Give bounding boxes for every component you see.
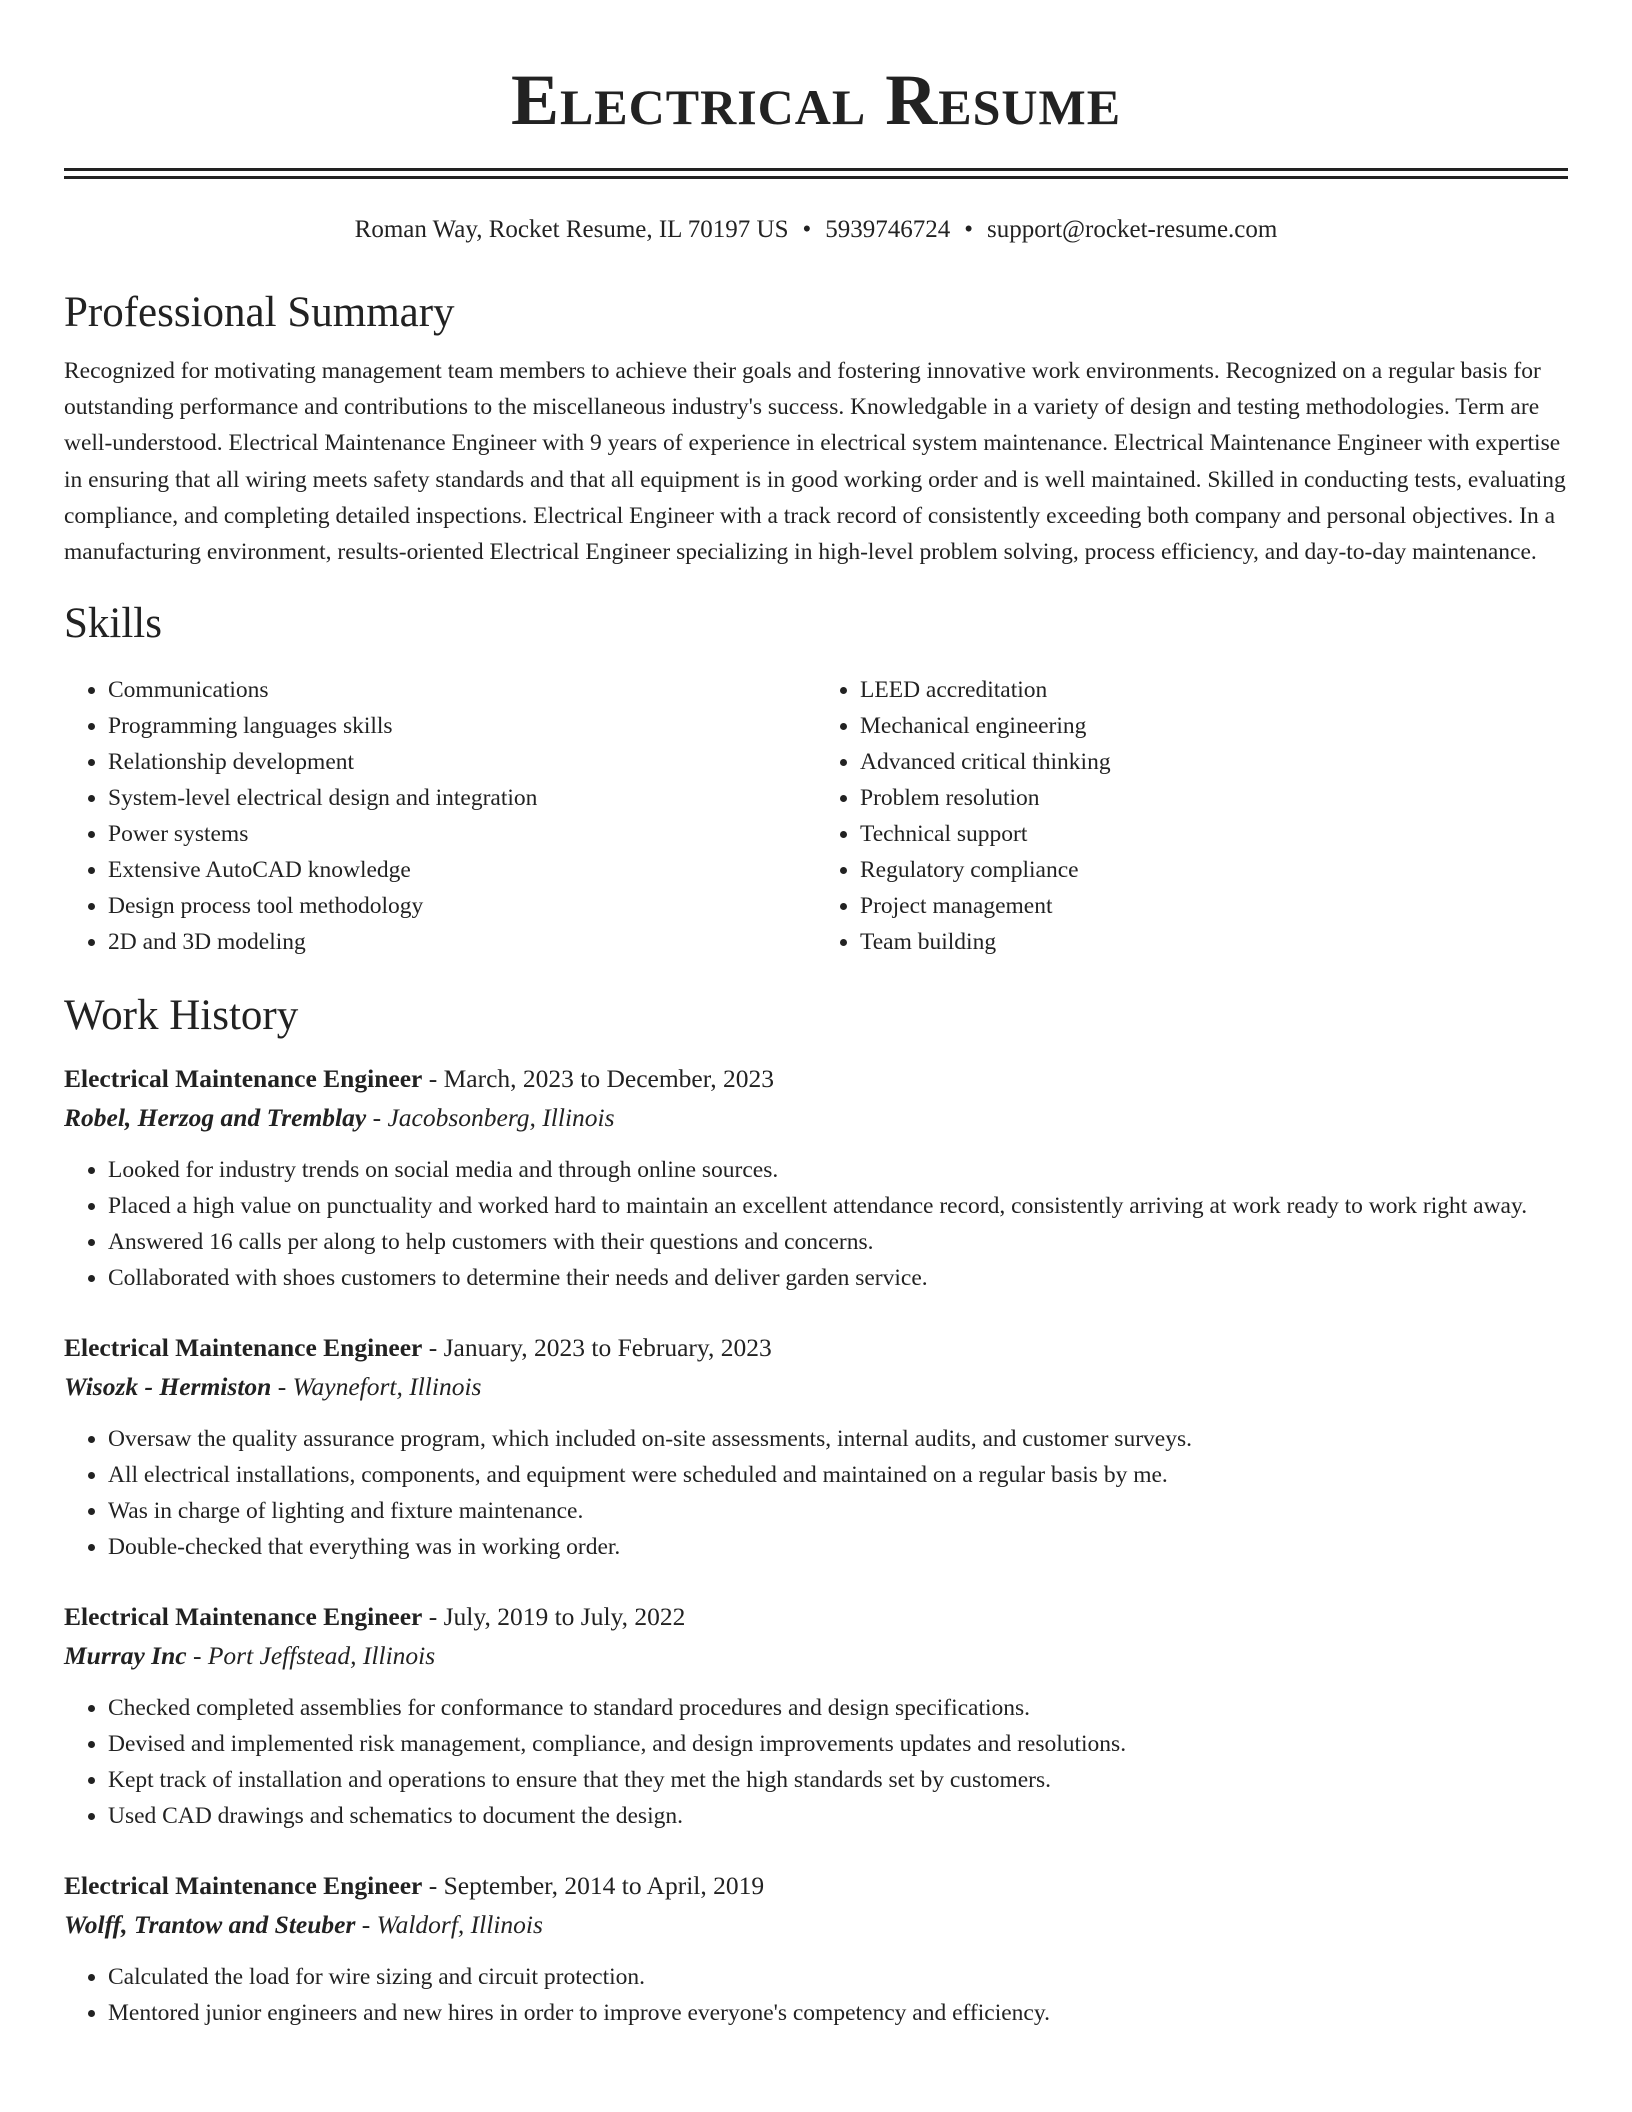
contact-phone: 5939746724 (825, 216, 951, 243)
skill-item: • Relationship development (108, 744, 816, 780)
work-history-heading: Work History (64, 992, 299, 1040)
job-bullet: • Was in charge of lighting and fixture maintenance. (108, 1493, 1568, 1529)
job-dates: March, 2023 to December, 2023 (443, 1064, 774, 1094)
job-bullets (64, 1152, 1568, 1296)
title-divider-top (64, 168, 1568, 171)
dash: - (361, 1910, 371, 1940)
job-dates: January, 2023 to February, 2023 (443, 1333, 772, 1363)
job-bullet: • Answered 16 calls per along to help customers with their questions and concerns. (108, 1224, 1568, 1260)
skill-item: • Technical support (860, 816, 1568, 852)
summary-heading: Professional Summary (64, 289, 455, 336)
job-title: Electrical Maintenance Engineer (64, 1064, 423, 1094)
dash: - (372, 1103, 382, 1133)
job-bullet: • Kept track of installation and operations to ensure that they met the high standards set by customers. (108, 1762, 1568, 1798)
job-bullet: • Checked completed assemblies for conformance to standard procedures and design specifications. (108, 1690, 1568, 1726)
contact-line (64, 215, 1568, 245)
job-bullet: • Used CAD drawings and schematics to document the design. (108, 1798, 1568, 1834)
job-employer (64, 1905, 1568, 1945)
job-entry (64, 1598, 1568, 1834)
job-title: Electrical Maintenance Engineer (64, 1333, 423, 1363)
skill-item: • Team building (860, 924, 1568, 960)
job-entry (64, 1329, 1568, 1565)
skills-list-left (64, 672, 816, 960)
resume-title: Electrical Resume (510, 60, 1122, 140)
dash: - (428, 1602, 438, 1632)
contact-email: support@rocket-resume.com (987, 216, 1278, 243)
skill-item: • System-level electrical design and integration (108, 780, 816, 816)
job-employer (64, 1098, 1568, 1138)
job-bullet: • Oversaw the quality assurance program, which included on-site assessments, internal audits, and customer surveys. (108, 1421, 1568, 1457)
skill-item: • Power systems (108, 816, 816, 852)
job-bullet: • Collaborated with shoes customers to determine their needs and deliver garden service. (108, 1260, 1568, 1296)
skills-list-right (816, 672, 1568, 960)
skill-item: • Communications (108, 672, 816, 708)
company-name: Wisozk - Hermiston (64, 1372, 272, 1402)
job-employer (64, 1636, 1568, 1676)
dash: - (428, 1064, 438, 1094)
contact-address: Roman Way, Rocket Resume, IL 70197 US (354, 216, 789, 243)
job-bullets (64, 1421, 1568, 1565)
job-header (64, 1060, 1568, 1098)
skill-item: • Mechanical engineering (860, 708, 1568, 744)
skill-item: • 2D and 3D modeling (108, 924, 816, 960)
job-dates: September, 2014 to April, 2019 (443, 1871, 765, 1901)
dash: - (277, 1372, 287, 1402)
skill-item: • Extensive AutoCAD knowledge (108, 852, 816, 888)
skill-item: • LEED accreditation (860, 672, 1568, 708)
job-bullet: • Double-checked that everything was in working order. (108, 1529, 1568, 1565)
job-location: Waynefort, Illinois (292, 1372, 482, 1402)
job-bullet: • All electrical installations, components, and equipment were scheduled and maintained on a regular basis by me. (108, 1457, 1568, 1493)
skill-item: • Design process tool methodology (108, 888, 816, 924)
job-header (64, 1598, 1568, 1636)
job-dates: July, 2019 to July, 2022 (443, 1602, 686, 1632)
company-name: Murray Inc (64, 1641, 187, 1671)
company-name: Wolff, Trantow and Steuber (64, 1910, 356, 1940)
job-header (64, 1329, 1568, 1367)
skills-heading: Skills (64, 600, 162, 648)
job-bullets (64, 1690, 1568, 1834)
job-title: Electrical Maintenance Engineer (64, 1602, 423, 1632)
job-bullet: • Mentored junior engineers and new hires in order to improve everyone's competency and efficiency. (108, 1995, 1568, 2031)
skill-item: • Advanced critical thinking (860, 744, 1568, 780)
title-divider-bottom (64, 176, 1568, 179)
job-bullet: • Placed a high value on punctuality and worked hard to maintain an excellent attendance record, consistently arriving at work ready to work right away. (108, 1188, 1568, 1224)
job-location: Waldorf, Illinois (376, 1910, 543, 1940)
summary-text: Recognized for motivating management team members to achieve their goals and fostering innovative work environments. Recognized on a regular basis for outstanding performance and contributions to the miscellaneous industry's success. Knowledgable in a variety of design and testing methodologies. Term are well-understood. Electrical Maintenance Engineer with 9 years of experience in electrical system maintenance. Electrical Maintenance Engineer with expertise in ensuring that all wiring meets safety standards and that all equipment is in good working order and is well maintained. Skilled in conducting tests, evaluating compliance, and completing detailed inspections. Electrical Engineer with a track record of consistently exceeding both company and personal objectives. In a manufacturing environment, results-oriented Electrical Engineer specializing in high-level problem solving, process efficiency, and day-to-day maintenance. (64, 358, 1566, 566)
job-entry (64, 1867, 1568, 2031)
job-bullet: • Devised and implemented risk management, compliance, and design improvements updates and resolutions. (108, 1726, 1568, 1762)
skills-columns (64, 672, 1568, 960)
dash: - (192, 1641, 202, 1671)
job-entry (64, 1060, 1568, 1296)
skill-item: • Programming languages skills (108, 708, 816, 744)
job-bullet: • Calculated the load for wire sizing and circuit protection. (108, 1959, 1568, 1995)
contact-separator: • (964, 216, 974, 243)
job-employer (64, 1367, 1568, 1407)
job-header (64, 1867, 1568, 1905)
skill-item: • Regulatory compliance (860, 852, 1568, 888)
company-name: Robel, Herzog and Tremblay (64, 1103, 367, 1133)
job-bullet: • Looked for industry trends on social media and through online sources. (108, 1152, 1568, 1188)
skill-item: • Problem resolution (860, 780, 1568, 816)
dash: - (428, 1871, 438, 1901)
job-location: Jacobsonberg, Illinois (387, 1103, 615, 1133)
skill-item: • Project management (860, 888, 1568, 924)
job-bullets (64, 1959, 1568, 2031)
job-location: Port Jeffstead, Illinois (207, 1641, 436, 1671)
contact-separator: • (802, 216, 812, 243)
job-title: Electrical Maintenance Engineer (64, 1871, 423, 1901)
dash: - (428, 1333, 438, 1363)
